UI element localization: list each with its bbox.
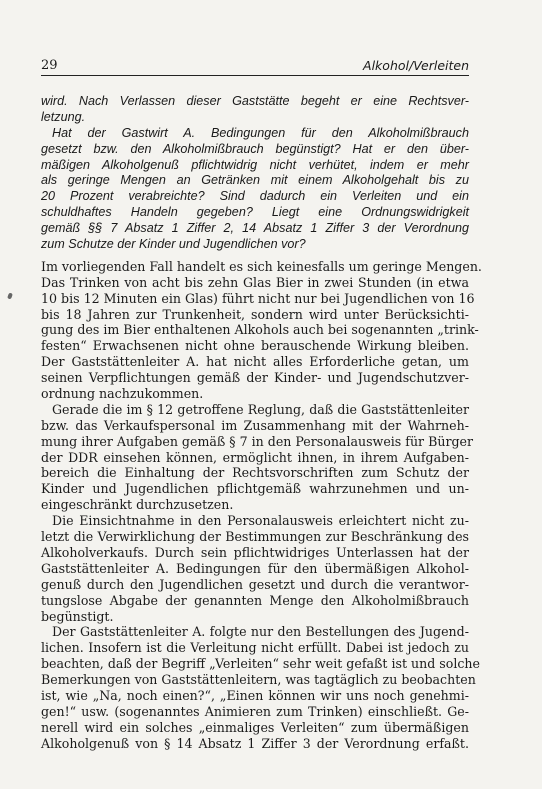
paragraph	[41, 401, 473, 513]
running-title: Alkohol/Verleiten	[363, 58, 469, 73]
paragraph	[41, 513, 469, 624]
text-line: der DDR einsehen können, ermöglicht ihnen, in ihrem Aufgaben-	[41, 449, 469, 465]
text-line: ordnung nachzukommen.	[41, 386, 204, 402]
text-line: gemäß §§ 7 Absatz 1 Ziffer 2, 14 Absatz 1 Ziffer 3 der Verordnung	[41, 221, 469, 236]
text-line: gung des im Bier enthaltenen Alkohols auch bei sogenannten „trink-	[41, 322, 479, 338]
page-header	[41, 57, 469, 76]
text-line: gesetzt bzw. den Alkoholmißbrauch begünstigt? Hat er den über-	[41, 141, 469, 156]
text-line: Kinder und Jugendlichen pflichtgemäß wahrzunehmen und un-	[41, 481, 469, 497]
answer-text	[41, 258, 482, 752]
text-line: 10 bis 12 Minuten ein Glas) führt nicht nur bei Jugendlichen von 16	[41, 290, 475, 306]
text-line: letzt die Verwirklichung der Bestimmungen zur Beschränkung des	[41, 529, 469, 545]
text-line: Gerade die im § 12 getroffene Reglung, daß die Gaststättenleiter	[52, 401, 469, 417]
text-line: schuldhaftes Handeln gegeben? Liegt eine Ordnungswidrigkeit	[41, 205, 469, 220]
text-line: bis 18 Jahren zur Trunkenheit, sondern wird unter Berücksichti-	[41, 306, 469, 322]
text-line: eingeschränkt durchzusetzen.	[41, 497, 234, 513]
text-line: Im vorliegenden Fall handelt es sich keinesfalls um geringe Mengen.	[41, 258, 482, 274]
case-question-block	[41, 94, 469, 253]
text-line: seinen Verpflichtungen gemäß der Kinder- und Jugendschutzver-	[41, 370, 469, 386]
text-line: Alkoholverkaufs. Durch sein pflichtwidriges Unterlassen hat der	[41, 544, 469, 560]
text-line: bzw. das Verkaufspersonal im Zusammenhang mit der Wahrneh-	[41, 417, 469, 433]
paragraph	[41, 258, 482, 402]
text-line: nerell wird ein solches „einmaliges Verleiten“ zum übermäßigen	[41, 719, 469, 735]
text-line: Der Gaststättenleiter A. folgte nur den Bestellungen des Jugend-	[52, 624, 469, 640]
text-line: letzung.	[41, 109, 86, 124]
text-line: begünstigt.	[41, 608, 114, 624]
text-line: gen!“ usw. (sogenanntes Animieren zum Trinken) einschließt. Ge-	[41, 703, 469, 719]
text-line: Gaststättenleiter A. Bedingungen für den übermäßigen Alkohol-	[41, 560, 469, 576]
text-line: Hat der Gastwirt A. Bedingungen für den Alkoholmißbrauch	[52, 125, 469, 140]
text-line: beachten, daß der Begriff „Verleiten“ sehr weit gefaßt ist und solche	[41, 656, 480, 672]
page-number: 29	[41, 58, 58, 73]
text-line: Der Gaststättenleiter A. hat nicht alles Erforderliche getan, um	[41, 354, 469, 370]
text-line: als geringe Mengen an Getränken mit einem Alkoholgehalt bis zu	[41, 173, 469, 188]
paragraph	[41, 624, 480, 751]
text-line: Das Trinken von acht bis zehn Glas Bier in zwei Stunden (in etwa	[41, 274, 469, 290]
text-line: Alkoholgenuß von § 14 Absatz 1 Ziffer 3 der Verordnung erfaßt.	[41, 735, 469, 751]
text-line: Bemerkungen von Gaststättenleitern, was tagtäglich zu beobachten	[41, 672, 476, 688]
text-line: festen“ Erwachsenen nicht ohne berauschende Wirkung bleiben.	[41, 338, 469, 354]
text-line: tungslose Abgabe der genannten Menge den Alkoholmißbrauch	[41, 592, 469, 608]
margin-speck	[7, 292, 13, 299]
text-line: lichen. Insofern ist die Verleitung nicht erfüllt. Dabei ist jedoch zu	[41, 640, 469, 656]
text-line: Die Einsichtnahme in den Personalausweis erleichtert nicht zu-	[52, 513, 469, 529]
text-line: mäßigen Alkoholgenuß pflichtwidrig nicht verhütet, indem er mehr	[41, 157, 469, 172]
page-body	[41, 94, 482, 752]
text-line: bereich die Einhaltung der Rechtsvorschriften zum Schutz der	[41, 465, 469, 481]
text-line: genuß durch den Jugendlichen gesetzt und durch die verantwor-	[41, 576, 469, 592]
text-line: zum Schutze der Kinder und Jugendlichen vor?	[41, 237, 306, 252]
text-line: ist, wie „Na, noch einen?“, „Einen können wir uns noch genehmi-	[41, 687, 469, 703]
text-line: mung ihrer Aufgaben gemäß § 7 in den Personalausweis für Bürger	[41, 433, 473, 449]
text-line: wird. Nach Verlassen dieser Gaststätte begeht er eine Rechtsver-	[41, 94, 469, 108]
text-line: 20 Prozent verabreichte? Sind dadurch ein Verleiten und ein	[41, 189, 469, 204]
